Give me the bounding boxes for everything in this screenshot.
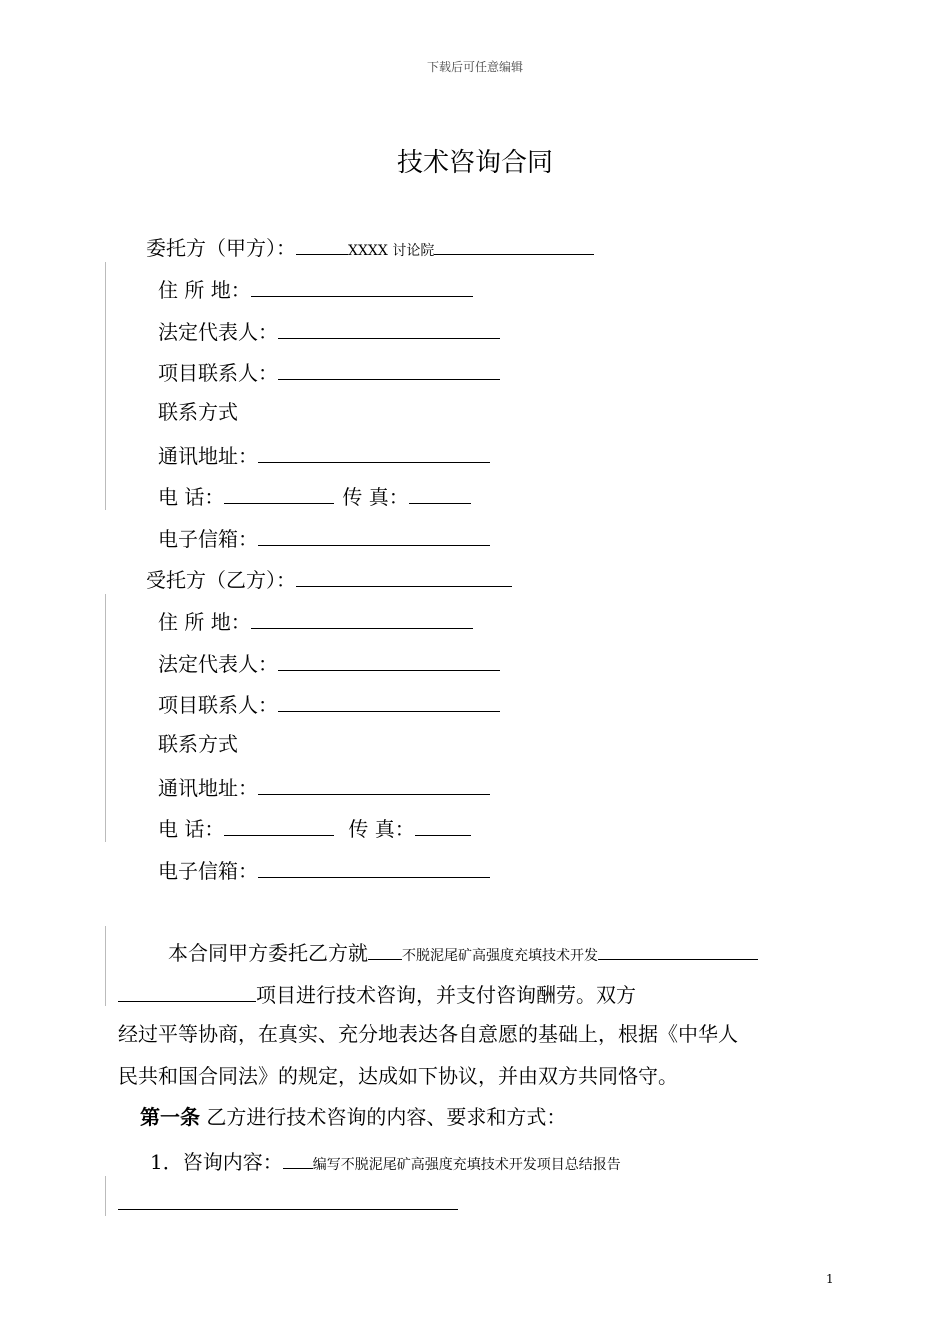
address-field <box>251 274 473 297</box>
item-1-continuation-line <box>118 1209 458 1210</box>
blank-line <box>368 937 402 960</box>
intro-line-4: 民共和国合同法》的规定，达成如下协议，并由双方共同恪守。 <box>118 1064 678 1088</box>
phone-label: 电 话： <box>158 485 225 509</box>
address-label: 住 所 地： <box>158 610 251 634</box>
party-b-line <box>146 564 512 594</box>
email-field <box>258 855 490 878</box>
blank-line <box>434 232 594 255</box>
address-label: 住 所 地： <box>158 278 251 302</box>
blank-line <box>118 979 256 1002</box>
email-label: 电子信箱： <box>158 859 258 883</box>
mail-address-field <box>258 440 490 463</box>
phone-field <box>224 481 334 504</box>
contact-person-field <box>278 357 500 380</box>
intro-line-2 <box>118 979 636 1009</box>
party-b-legal-rep-line <box>158 648 500 678</box>
phone-label: 电 话： <box>158 817 225 841</box>
mail-address-field <box>258 772 490 795</box>
item-1-value: 编写不脱泥尾矿高强度充填技术开发项目总结报告 <box>312 1157 621 1173</box>
party-b-address-line <box>158 606 473 636</box>
article-1-label: 第一条 <box>140 1105 200 1129</box>
contact-person-label: 项目联系人： <box>158 693 278 717</box>
party-b-name-field <box>296 564 512 587</box>
phone-field <box>224 813 334 836</box>
item-1-label: 1．咨询内容： <box>150 1150 283 1174</box>
party-a-contact-person-line <box>158 357 500 387</box>
party-b-label: 受托方（乙方）： <box>146 568 296 592</box>
party-a-name: XXXX 讨论院 <box>348 243 435 259</box>
blank-line <box>296 232 348 255</box>
blank-line <box>598 937 758 960</box>
party-b-contact-person-line <box>158 689 500 719</box>
intro-start: 本合同甲方委托乙方就 <box>168 941 368 965</box>
fax-field <box>415 813 471 836</box>
intro-text-2: 项目进行技术咨询，并支付咨询酬劳。双方 <box>256 983 636 1007</box>
party-b-email-line <box>158 855 490 885</box>
blank-line <box>283 1146 313 1169</box>
party-a-phone-fax-line <box>158 481 471 511</box>
party-b-phone-fax-line <box>158 813 471 843</box>
page-number: 1 <box>826 1272 834 1286</box>
article-1-heading <box>140 1103 566 1131</box>
fax-field <box>409 481 471 504</box>
intro-line-3: 经过平等协商，在真实、充分地表达各自意愿的基础上，根据《中华人 <box>118 1022 738 1046</box>
project-name: 不脱泥尾矿高强度充填技术开发 <box>402 948 598 964</box>
margin-bar <box>105 594 106 842</box>
contact-person-label: 项目联系人： <box>158 361 278 385</box>
document-title: 技术咨询合同 <box>396 148 553 178</box>
email-field <box>258 523 490 546</box>
item-1-line <box>150 1146 621 1179</box>
margin-bar <box>105 926 106 1006</box>
party-a-email-line <box>158 523 490 553</box>
party-a-address-line <box>158 274 473 304</box>
intro-line-1 <box>168 937 758 970</box>
email-label: 电子信箱： <box>158 527 258 551</box>
legal-rep-field <box>278 316 500 339</box>
contact-person-field <box>278 689 500 712</box>
legal-rep-label: 法定代表人： <box>158 652 278 676</box>
party-a-contact-method: 联系方式 <box>158 400 238 424</box>
fax-label: 传 真： <box>348 817 415 841</box>
mail-address-label: 通讯地址： <box>158 444 258 468</box>
party-b-contact-method: 联系方式 <box>158 732 238 756</box>
party-a-line <box>146 232 594 265</box>
party-a-mail-address-line <box>158 440 490 470</box>
margin-bar <box>105 262 106 510</box>
address-field <box>251 606 473 629</box>
party-b-mail-address-line <box>158 772 490 802</box>
party-a-label: 委托方（甲方）： <box>146 236 296 260</box>
page-header: 下载后可任意编辑 <box>426 60 523 74</box>
legal-rep-field <box>278 648 500 671</box>
fax-label: 传 真： <box>342 485 409 509</box>
margin-bar <box>105 1176 106 1216</box>
legal-rep-label: 法定代表人： <box>158 320 278 344</box>
mail-address-label: 通讯地址： <box>158 776 258 800</box>
article-1-text: 乙方进行技术咨询的内容、要求和方式： <box>200 1105 567 1129</box>
party-a-legal-rep-line <box>158 316 500 346</box>
